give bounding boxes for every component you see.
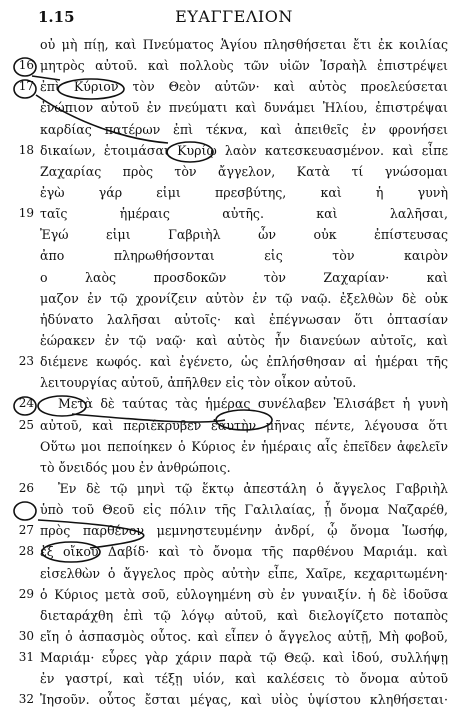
text-line [0,457,468,478]
text-line [0,330,468,351]
line-text: Μαριάμ· εὗρες γὰρ χάριν παρὰ τῷ Θεῷ. καὶ ἰδού, συλλήψῃ [40,650,448,666]
text-line [0,415,468,436]
verse-number: 28 [18,544,34,559]
chapter-number: 1.15 [38,8,75,26]
text-line [0,605,468,626]
line-text: οὐ μὴ πίῃ, καὶ Πνεύματος Ἁγίου πλησθήσεται ἔτι ἐκ κοιλίας [40,37,448,52]
text-line [0,626,468,647]
text-line [0,161,468,182]
text-line [0,372,468,393]
line-text: Μετὰ δὲ ταύτας τὰς ἡμέρας συνέλαβεν Ἐλισάβετ ἡ γυνὴ [58,396,448,412]
verse-number: 18 [18,142,34,157]
line-text: ἀπο πληρωθήσονται εἰς τὸν καιρὸν [40,248,448,264]
line-text: ἐνώπιον αὐτοῦ ἐν πνεύματι καὶ δυνάμει Ἠλίου, ἐπιστρέψαι [40,100,448,116]
line-text: διεταράχθη ἐπὶ τῷ λόγῳ αὐτοῦ, καὶ διελογίζετο ποταπὸς [40,607,448,623]
line-text: ὁ Κύριος μετὰ σοῦ, εὐλογημένη σὺ ἐν γυναιξίν. ἡ δὲ ἰδοῦσα [40,586,448,602]
text-line [0,689,468,710]
text-line [0,668,468,689]
verse-number: 24 [18,396,34,411]
line-text: ὑπὸ τοῦ Θεοῦ εἰς πόλιν τῆς Γαλιλαίας, ᾗ ὄνομα Ναζαρέθ, [40,502,448,518]
verse-number: 26 [18,480,34,495]
text-line [0,520,468,541]
line-text: ἐξ οἴκου Δαβίδ· καὶ τὸ ὄνομα τῆς παρθένου Μαριάμ. καὶ [40,544,448,560]
text-line [0,55,468,76]
line-text: ταῖς ἡμέραις αὐτῆς. καὶ λαλῆσαι, [40,206,448,222]
line-text: ο λαὸς προσδοκῶν τὸν Ζαχαρίαν· καὶ [40,269,448,285]
line-text: Ζαχαρίας πρὸς τὸν ἄγγελον, Κατὰ τί γνώσομαι [40,163,448,179]
line-text: ἑώρακεν ἐν τῷ ναῷ· καὶ αὐτὸς ἦν διανεύων αὐτοῖς, καὶ [40,332,448,348]
page-title: ΕΥΑΓΓΕΛΙΟΝ [175,7,293,26]
text-line [0,309,468,330]
text-line [0,119,468,140]
text-line [0,478,468,499]
verse-number: 30 [18,628,34,643]
line-text: μαζον ἐν τῷ χρονίζειν αὐτὸν ἐν τῷ ναῷ. ἐξελθὼν δὲ οὐκ [40,290,448,306]
text-line [0,76,468,97]
line-text: διέμενε κωφός. καὶ ἐγένετο, ὡς ἐπλήσθησαν αἱ ἡμέραι τῆς [40,354,448,370]
line-text: ἐγὼ γάρ εἰμι πρεσβύτης, καὶ ἡ γυνὴ [40,184,448,200]
text-line [0,267,468,288]
text-line [0,140,468,161]
line-text: Ἰησοῦν. οὗτος ἔσται μέγας, καὶ υἱὸς ὑψίστου κληθήσεται· [40,692,448,708]
verse-number: 19 [18,206,34,221]
text-line [0,393,468,414]
line-text: δικαίων, ἑτοιμάσαι Κυρίῳ λαὸν κατεσκευασμένον. καὶ εἶπε [40,142,448,158]
line-text: αὐτοῦ, καὶ περιέκρυβεν ἑαυτὴν μῆνας πέντε, λέγουσα ὅτι [40,417,448,433]
line-text: ἐν γαστρί, καὶ τέξῃ υἱόν, καὶ καλέσεις τὸ ὄνομα αὐτοῦ [40,671,448,687]
text-line [0,97,468,118]
text-line [0,436,468,457]
text-line [0,499,468,520]
line-text: ἠδύνατο λαλῆσαι αὐτοῖς· καὶ ἐπέγνωσαν ὅτι ὀπτασίαν [40,311,448,327]
line-text: καρδίας πατέρων ἐπὶ τέκνα, καὶ ἀπειθεῖς ἐν φρονήσει [40,121,448,137]
verse-number: 16 [18,58,34,73]
verse-number: 23 [18,354,34,369]
line-text: εἰσελθὼν ὁ ἄγγελος πρὸς αὐτὴν εἶπε, Χαῖρε, κεχαριτωμένη· [40,565,448,581]
verse-number: 29 [18,586,34,601]
verse-number: 32 [18,692,34,707]
page-header [0,6,468,30]
line-text: εἴη ὁ ἀσπασμὸς οὗτος. καὶ εἶπεν ὁ ἄγγελος αὐτῇ, Μὴ φοβοῦ, [40,628,448,644]
line-text: λειτουργίας αὐτοῦ, ἀπῆλθεν εἰς τὸν οἶκον αὐτοῦ. [40,375,357,391]
text-line [0,288,468,309]
text-line [0,34,468,55]
verse-number: 25 [18,417,34,432]
text-line [0,647,468,668]
verse-number: 27 [18,523,34,538]
text-line [0,541,468,562]
text-line [0,351,468,372]
text-line [0,224,468,245]
line-text: πρὸς παρθένον μεμνηστευμένην ἀνδρί, ᾧ ὄνομα Ἰωσήφ, [40,523,448,539]
line-text: Ἐγώ εἰμι Γαβριὴλ ὧν οὐκ ἐπίστευσας [40,227,448,243]
text-body [0,34,468,711]
verse-number: 17 [18,79,34,94]
text-line [0,584,468,605]
line-text: ἐπὶ Κύριον τὸν Θεὸν αὐτῶν· καὶ αὐτὸς προελεύσεται [40,79,448,95]
text-line [0,182,468,203]
text-line [0,245,468,266]
text-line [0,203,468,224]
line-text: μητρὸς αὐτοῦ. καὶ πολλοὺς τῶν υἱῶν Ἰσραὴλ ἐπιστρέψει [40,58,448,74]
line-text: Ἐν δὲ τῷ μηνὶ τῷ ἕκτῳ ἀπεστάλη ὁ ἄγγελος Γαβριὴλ [58,480,448,496]
text-line [0,563,468,584]
line-text: Οὕτω μοι πεποίηκεν ὁ Κύριος ἐν ἡμέραις αἷς ἐπεῖδεν ἀφελεῖν [40,438,448,454]
line-text: τὸ ὄνειδός μου ἐν ἀνθρώποις. [40,459,231,475]
verse-number: 31 [18,650,34,665]
